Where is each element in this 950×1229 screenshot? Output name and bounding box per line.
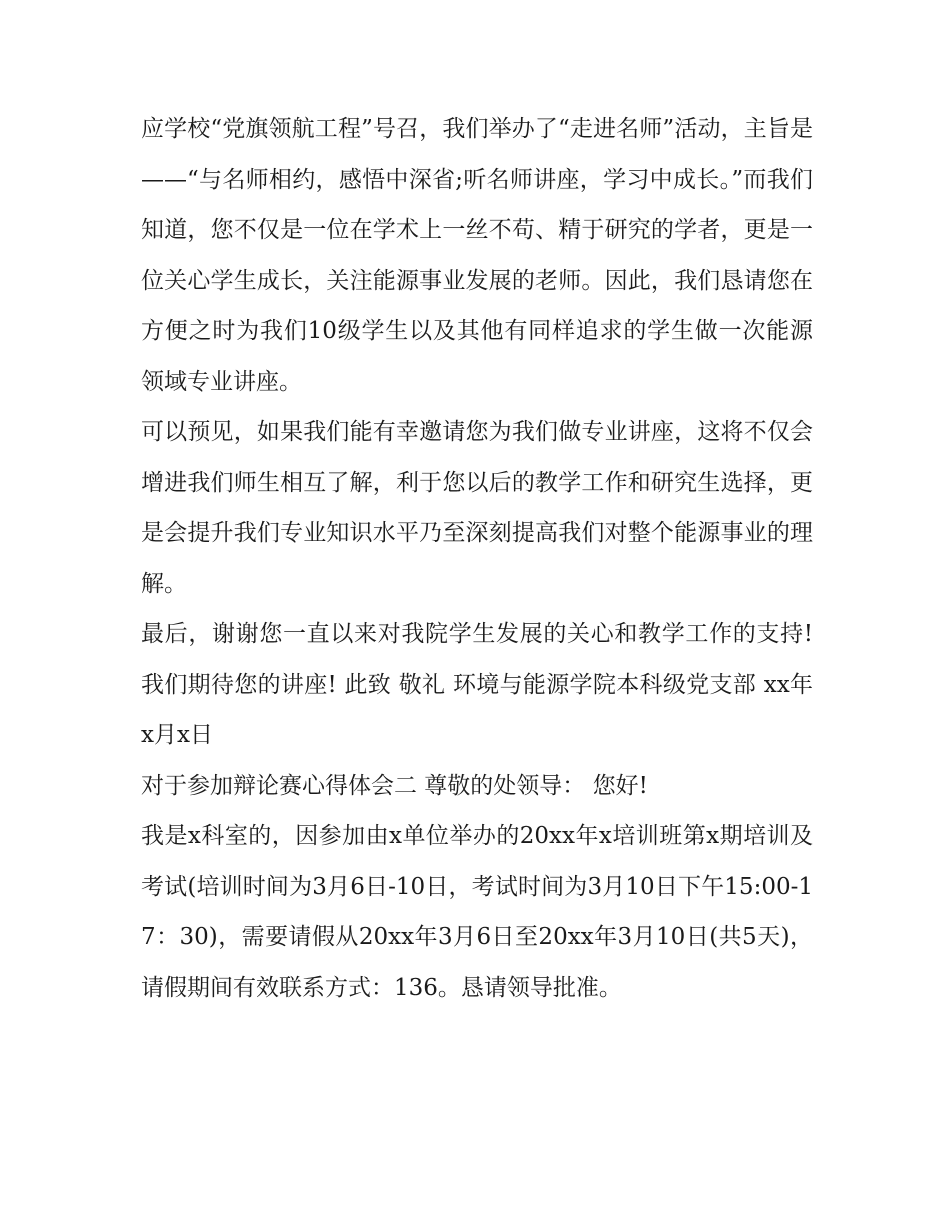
paragraph-closing: 最后，谢谢您一直以来对我院学生发展的关心和教学工作的支持!我们期待您的讲座! 此致 敬礼 环境与能源学院本科级党支部 xx年x月x日	[141, 621, 813, 748]
document-body	[141, 104, 813, 1013]
paragraph-heading-salutation: 对于参加辩论赛心得体会二 尊敬的处领导： 您好!	[141, 772, 648, 799]
paragraph-leave-request: 我是x科室的，因参加由x单位举办的20xx年x培训班第x期培训及考试(培训时间为3月6日-10日，考试时间为3月10日下午15:00-17：30)，需要请假从20xx年3月6日至20xx年3月10日(共5天)，请假期间有效联系方式：136。恳请领导批准。	[141, 823, 813, 1001]
paragraph-invitation: 应学校“党旗领航工程”号召，我们举办了“走进名师”活动，主旨是——“与名师相约，感悟中深省;听名师讲座，学习中成长。”而我们知道，您不仅是一位在学术上一丝不苟、精于研究的学者，更是一位关心学生成长，关注能源事业发展的老师。因此，我们恳请您在方便之时为我们10级学生以及其他有同样追求的学生做一次能源领域专业讲座。	[141, 116, 813, 395]
paragraph-foresight: 可以预见，如果我们能有幸邀请您为我们做专业讲座，这将不仅会增进我们师生相互了解，利于您以后的教学工作和研究生选择，更是会提升我们专业知识水平乃至深刻提高我们对整个能源事业的理解。	[141, 419, 813, 597]
